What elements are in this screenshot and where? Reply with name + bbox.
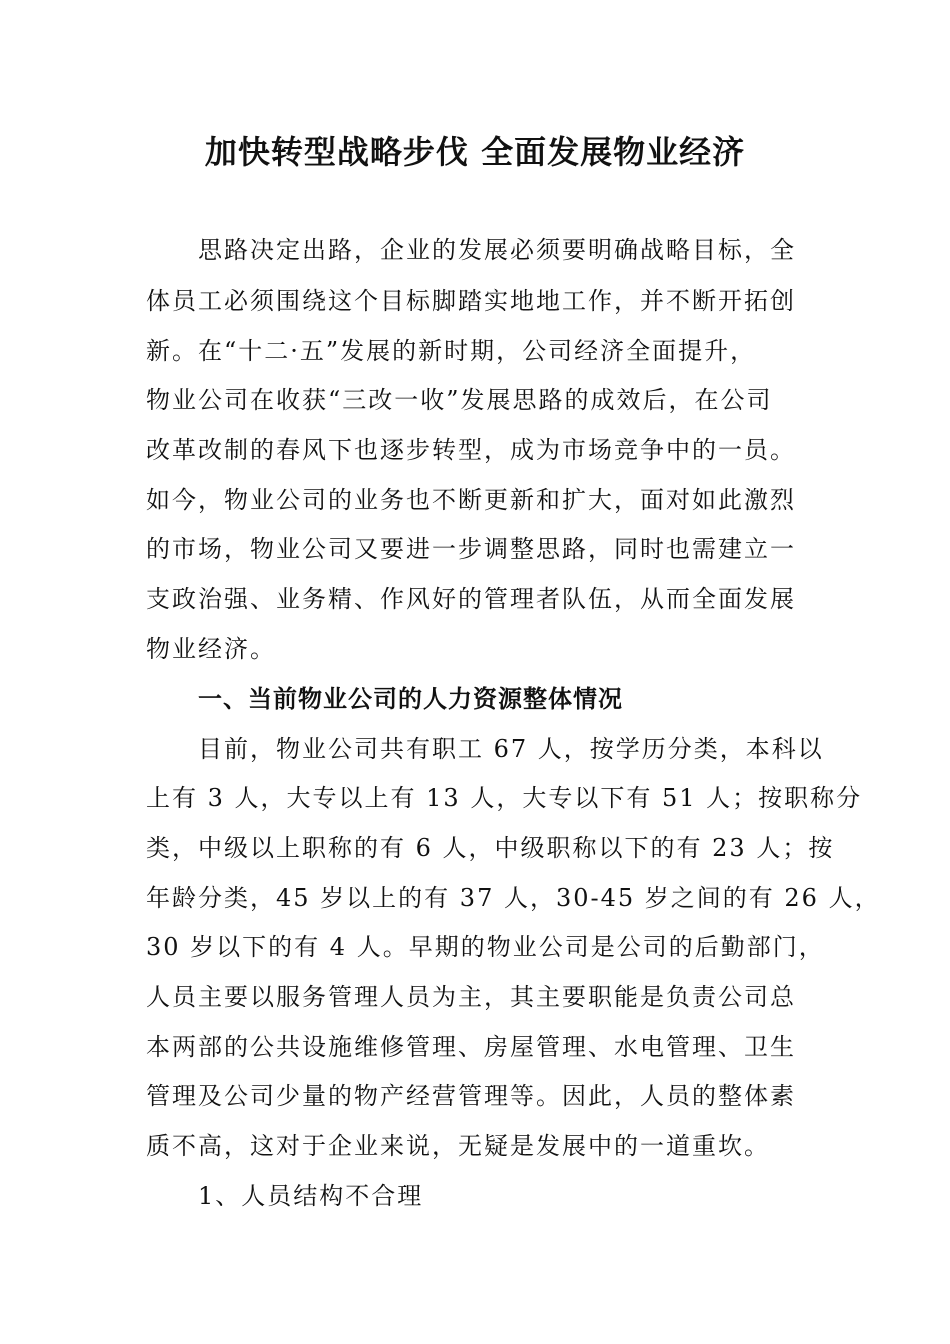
- paragraph-line: 的市场，物业公司又要进一步调整思路，同时也需建立一: [146, 535, 796, 563]
- paragraph-line: 上有 3 人，大专以上有 13 人，大专以下有 51 人；按职称分: [146, 784, 863, 812]
- paragraph-line: 年龄分类，45 岁以上的有 37 人，30-45 岁之间的有 26 人，: [146, 884, 881, 912]
- paragraph-line: 质不高，这对于企业来说，无疑是发展中的一道重坎。: [146, 1132, 770, 1160]
- paragraph-line: 如今，物业公司的业务也不断更新和扩大，面对如此激烈: [146, 486, 796, 514]
- paragraph-line: 目前，物业公司共有职工 67 人，按学历分类，本科以: [198, 735, 824, 763]
- paragraph-line: 本两部的公共设施维修管理、房屋管理、水电管理、卫生: [146, 1033, 796, 1061]
- document-title: 加快转型战略步伐 全面发展物业经济: [204, 133, 746, 171]
- paragraph-line: 支政治强、业务精、作风好的管理者队伍，从而全面发展: [146, 585, 796, 613]
- paragraph-line: 管理及公司少量的物产经营管理等。因此，人员的整体素: [146, 1082, 796, 1110]
- section-heading: 一、当前物业公司的人力资源整体情况: [198, 685, 623, 713]
- paragraph-line: 物业经济。: [146, 635, 276, 663]
- subheading: 1、人员结构不合理: [198, 1182, 424, 1210]
- paragraph-line: 思路决定出路，企业的发展必须要明确战略目标，全: [198, 236, 796, 264]
- paragraph-line: 类，中级以上职称的有 6 人，中级职称以下的有 23 人；按: [146, 834, 835, 862]
- paragraph-line: 体员工必须围绕这个目标脚踏实地地工作，并不断开拓创: [146, 287, 796, 315]
- paragraph-line: 30 岁以下的有 4 人。早期的物业公司是公司的后勤部门，: [146, 933, 825, 961]
- paragraph-line: 物业公司在收获“三改一收”发展思路的成效后，在公司: [146, 386, 773, 414]
- paragraph-line: 人员主要以服务管理人员为主，其主要职能是负责公司总: [146, 983, 796, 1011]
- paragraph-line: 改革改制的春风下也逐步转型，成为市场竞争中的一员。: [146, 436, 796, 464]
- paragraph-line: 新。在“十二·五”发展的新时期，公司经济全面提升，: [146, 337, 757, 365]
